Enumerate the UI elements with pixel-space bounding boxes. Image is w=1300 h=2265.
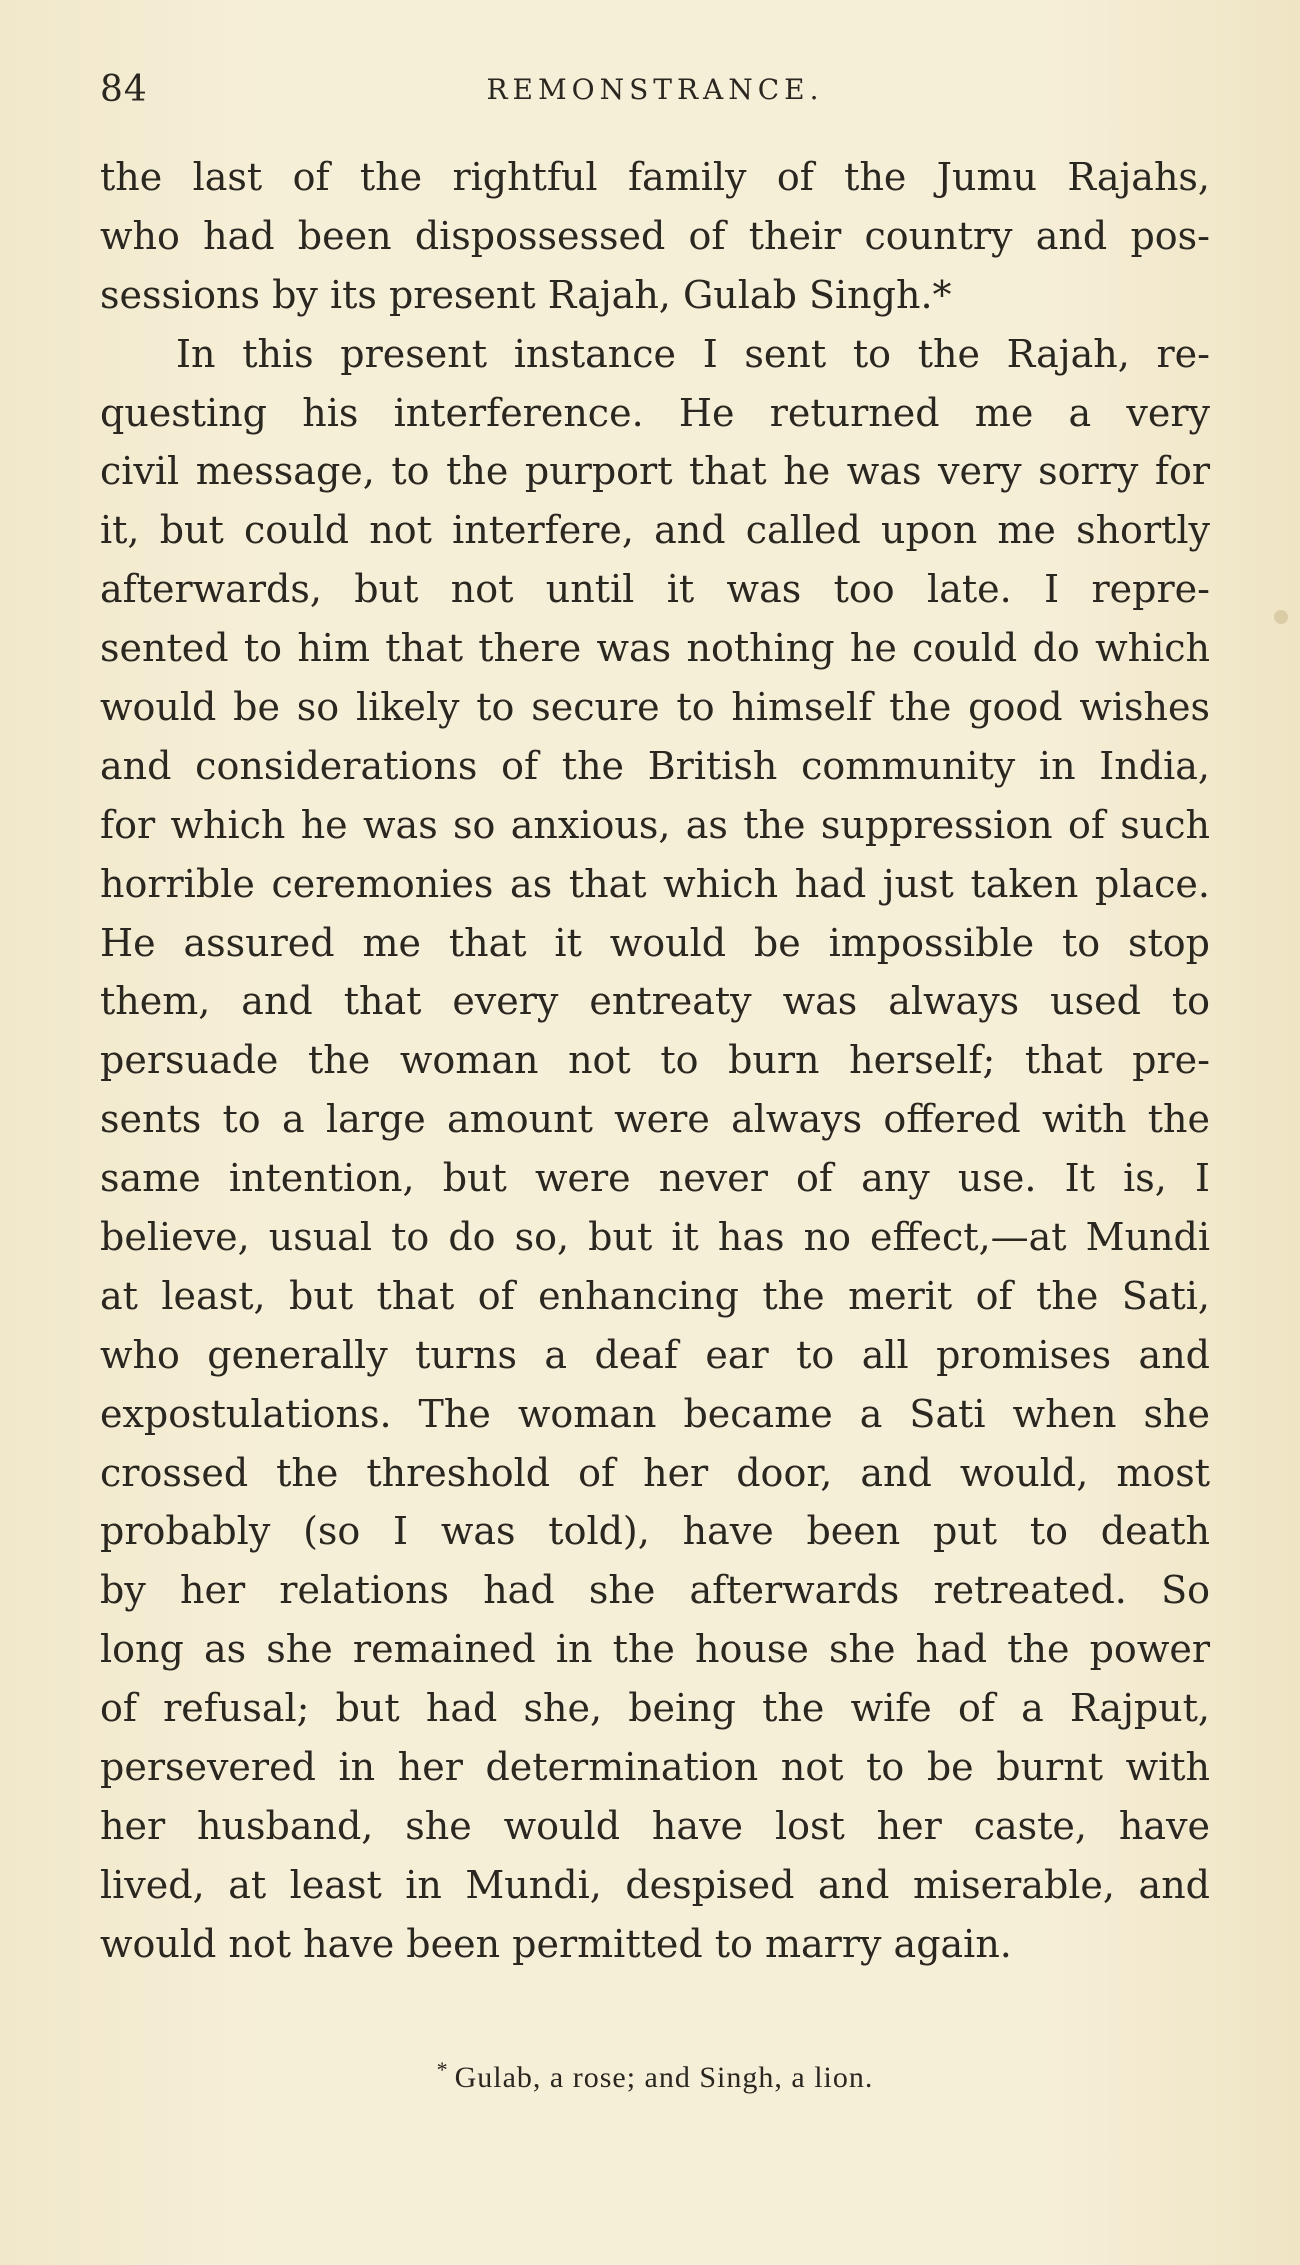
text-line: her husband, she would have lost her caste, have bbox=[100, 1803, 1210, 1848]
text-line: expostulations. The woman became a Sati when she bbox=[100, 1391, 1210, 1436]
text-line: probably (so I was told), have been put to death bbox=[100, 1509, 1210, 1554]
text-line: long as she remained in the house she had the power bbox=[100, 1627, 1210, 1672]
text-line: same intention, but were never of any use. It is, I bbox=[100, 1156, 1210, 1201]
text-line: In this present instance I sent to the Rajah, re- bbox=[176, 331, 1210, 376]
text-line: for which he was so anxious, as the suppression of such bbox=[100, 802, 1210, 847]
text-line: sented to him that there was nothing he could do which bbox=[100, 626, 1210, 671]
text-line: would be so likely to secure to himself the good wishes bbox=[100, 685, 1210, 730]
paper-speck bbox=[1274, 610, 1288, 624]
text-line: crossed the threshold of her door, and would, most bbox=[100, 1450, 1210, 1495]
footnote-text: Gulab, a rose; and Singh, a lion. bbox=[454, 2061, 874, 2094]
text-line: the last of the rightful family of the Jumu Rajahs, bbox=[100, 155, 1210, 199]
text-line: it, but could not interfere, and called upon me shortly bbox=[100, 508, 1210, 553]
text-line: who had been dispossessed of their country and pos- bbox=[100, 213, 1210, 258]
text-line: questing his interference. He returned me a very bbox=[100, 390, 1210, 435]
text-line: by her relations had she afterwards retreated. So bbox=[100, 1568, 1210, 1613]
text-line: at least, but that of enhancing the merit of the Sati, bbox=[100, 1273, 1210, 1318]
text-line: sessions by its present Rajah, Gulab Singh.* bbox=[100, 272, 952, 317]
text-line: horrible ceremonies as that which had just taken place. bbox=[100, 861, 1210, 906]
text-line: He assured me that it would be impossible to stop bbox=[100, 920, 1210, 965]
footnote-mark: * bbox=[436, 2057, 449, 2082]
text-line: who generally turns a deaf ear to all promises and bbox=[100, 1332, 1210, 1377]
page-header bbox=[100, 60, 1210, 120]
body-text bbox=[100, 148, 1210, 1974]
running-head: REMONSTRANCE. bbox=[486, 73, 824, 106]
text-line: persevered in her determination not to be burnt with bbox=[100, 1745, 1210, 1790]
text-line: lived, at least in Mundi, despised and miserable, and bbox=[100, 1862, 1210, 1907]
footnote bbox=[100, 2050, 1210, 2098]
text-line: and considerations of the British community in India, bbox=[100, 743, 1210, 788]
text-line: believe, usual to do so, but it has no effect,—at Mundi bbox=[100, 1215, 1210, 1260]
text-line: civil message, to the purport that he was very sorry for bbox=[100, 449, 1210, 494]
text-line: them, and that every entreaty was always used to bbox=[100, 979, 1210, 1024]
text-line: would not have been permitted to marry again. bbox=[100, 1921, 1012, 1966]
text-line: persuade the woman not to burn herself; that pre- bbox=[100, 1038, 1210, 1083]
page-number: 84 bbox=[100, 69, 148, 110]
text-line: of refusal; but had she, being the wife of a Rajput, bbox=[100, 1686, 1210, 1731]
text-line: sents to a large amount were always offered with the bbox=[100, 1097, 1210, 1142]
text-line: afterwards, but not until it was too late. I repre- bbox=[100, 567, 1210, 612]
